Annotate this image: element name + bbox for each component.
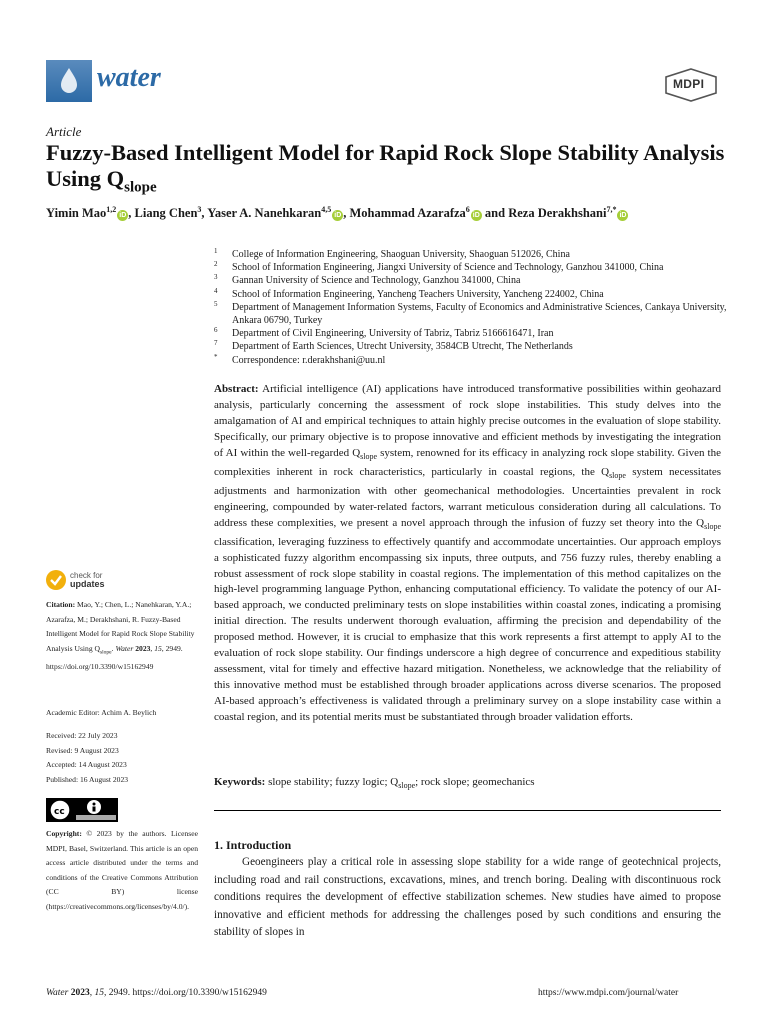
revised-date: Revised: 9 August 2023	[46, 745, 119, 755]
orcid-icon[interactable]: iD	[472, 212, 480, 220]
cc-by-license-icon[interactable]	[46, 798, 118, 822]
author-name: Yaser A. Nanehkaran	[207, 206, 322, 221]
correspondence: * Correspondence: r.derakhshani@uu.nl	[214, 352, 386, 366]
journal-logo	[46, 60, 92, 102]
author-name: Liang Chen	[134, 206, 198, 221]
affiliation-item: 3 Gannan University of Science and Technology, Ganzhou 341000, China	[214, 273, 521, 287]
orcid-icon[interactable]: iD	[119, 212, 127, 220]
author-name: Yimin Mao	[46, 206, 107, 221]
check-updates-icon	[46, 570, 66, 590]
affiliation-item: 1 College of Information Engineering, Shaoguan University, Shaoguan 512026, China	[214, 247, 570, 260]
academic-editor: Academic Editor: Achim A. Beylich	[46, 708, 157, 717]
published-date: Published: 16 August 2023	[46, 774, 129, 784]
received-date: Received: 22 July 2023	[46, 731, 118, 740]
author-list: Yimin Mao$^{1,2}$iD , Liang Chen$^3$, Yaser A. Nanehkaran$^{4,5}$iD , Mohammad Azarafza$^6$iD and Reza Derakhshani$^{7,*}$iD	[46, 205, 627, 221]
orcid-icon[interactable]: iD	[619, 212, 627, 220]
page-title: Fuzzy-Based Intelligent Model for Rapid Rock Slope Stability Analysis Using $Q_{slope}$	[46, 140, 725, 196]
affiliation-item: 7 Department of Earth Sciences, Utrecht University, 3584CB Utrecht, The Netherlands	[214, 339, 573, 353]
publication-dates	[46, 729, 198, 787]
accepted-date: Accepted: 14 August 2023	[46, 760, 127, 769]
check-for-updates-button[interactable]: check for updates	[46, 570, 156, 592]
footer-journal-link[interactable]: https://www.mdpi.com/journal/water	[538, 988, 679, 998]
publisher-logo	[664, 68, 718, 107]
article-type: Article	[46, 124, 82, 139]
citation: Citation: Mao, Y.; Chen, L.; Nanehkaran, Y.A.; Azarafza, M.; Derakhshani, R. Fuzzy-Based Intelligent Model for Rapid Rock Slope Stability Analysis Using $Q_{slope}$. Water 2023, 15, 2949. https://doi.org/10.3390/w15162949	[46, 600, 195, 671]
affiliation-item: 6 Department of Civil Engineering, University of Tabriz, Tabriz 5166616471, Iran	[214, 326, 554, 340]
affiliation-item: 5 Department of Management Information Systems, Faculty of Economics and Administrative Sciences, Cankaya University, Ankara 06790, Turkey	[214, 299, 727, 327]
intro-paragraph: Geoengineers play a critical role in assessing slope stability for a wide range of geotechnical projects, including road and rail constructions, excavations, mines, and trench boring. Dealing with discontinuous rock conditions requires the development of effective stabilization schemes. New studies have aimed to propose innovative and efficient methods for addressing the challenges posed by such conditions and ensuring the stability of slopes in	[214, 856, 721, 938]
author-name: Reza Derakhshani	[508, 206, 607, 221]
keywords: Keywords: slope stability; fuzzy logic; $Q_{slope}$; rock slope; geomechanics	[214, 776, 535, 791]
publisher-name: MDPI	[673, 77, 705, 91]
divider	[214, 810, 721, 811]
svg-text:cc: cc	[54, 807, 65, 817]
affiliation-item: 2 School of Information Engineering, Jiangxi University of Science and Technology, Ganzhou 341000, China	[214, 260, 664, 274]
footer-citation: Water 2023, 15, 2949. https://doi.org/10.3390/w15162949	[46, 988, 267, 998]
section-title: 1. Introduction	[214, 838, 292, 852]
journal-name: water	[97, 62, 161, 93]
author-name: Mohammad Azarafza	[349, 206, 466, 221]
water-drop-icon	[46, 60, 92, 102]
abstract: Abstract: Artificial intelligence (AI) applications have introduced transformative possibilities within geohazard analysis, particularly concerning the assessment of rock slope instabilities. This study delves into the amalgamation of AI and empirical techniques to attain highly precise outcomes in the evaluation of slope stability. Specifically, our primary objective is to propose innovative and efficient methods by investigating the integration of AI within the well-regarded $Q_{slope}$ system, renowned for its efficacy in analyzing rock slope stability. Given the complexities inherent in rock characteristics, particularly in coastal regions, the $Q_{slope}$ system necessitates adjustments and harmonization with other geomechanical methodologies. Uncertainties prevalent in rock engineering, compounded by water-related factors, warrant meticulous consideration during all calculations. To address these complexities, we present a novel approach through the infusion of fuzzy set theory into the $Q_{slope}$ classification, leveraging fuzziness to effectively quantify and accommodate uncertainties. Our approach employs a sophisticated fuzzy algorithm encompassing six inputs, three outputs, and 756 fuzzy rules, thereby enabling a robust assessment of rock slope stability in coastal regions. The implementation of this method capitalizes on the high-level programming language Python, enhancing computational efficiency. To validate the potency of our AI-based approach, we conducted preliminary tests on slope instabilities within coastal zones, indicating a promising initial direction. The results underwent thorough evaluation, affirming the precision and dependability of the proposed method. However, it is crucial to emphasize that this work represents a first attempt to apply AI to the evaluation of rock slope stability. Our findings underscore a high degree of concurrence and expeditious stability assessment, vital for timely and effective hazard mitigation. Nonetheless, we acknowledge that the reliability of this innovative method must be established through broader applications across diverse scenarios. The proposed AI-based approach’s effectiveness is validated through a preliminary survey on a slope instability case within a coastal region, and its potential merits must be substantiated through broader validation efforts.	[214, 383, 721, 723]
orcid-icon[interactable]: iD	[334, 212, 342, 220]
copyright-notice: Copyright: © 2023 by the authors. Licensee MDPI, Basel, Switzerland. This article is an open access article distributed under the terms and conditions of the Creative Commons Attribution (CC BY) license (https://creativecommons.org/licenses/by/4.0/).	[46, 829, 198, 911]
affiliations	[214, 248, 734, 367]
affiliation-item: 4 School of Information Engineering, Yancheng Teachers University, Yancheng 224002, China	[214, 286, 604, 300]
